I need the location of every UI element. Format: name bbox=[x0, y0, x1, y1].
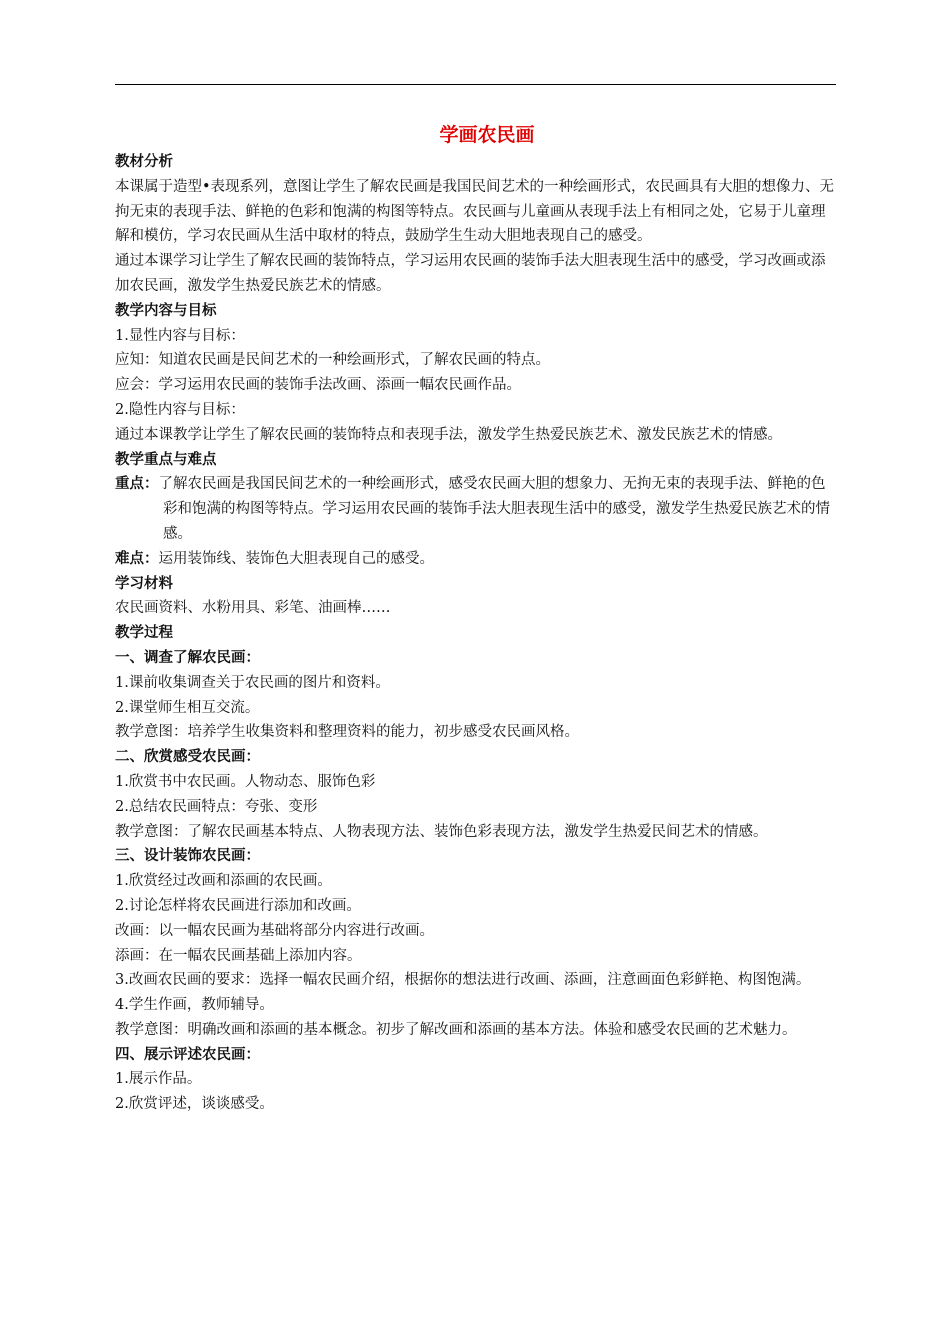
step-4-item-2: 2.欣赏评述，谈谈感受。 bbox=[115, 1096, 274, 1113]
goals-implicit-text: 通过本课教学让学生了解农民画的装饰特点和表现手法，激发学生热爱民族艺术、激发民族艺术的情感。 bbox=[115, 426, 782, 443]
analysis-heading: 教材分析 bbox=[115, 153, 173, 170]
key-points-heading: 教学重点与难点 bbox=[115, 450, 217, 468]
step-3-item-4: 4.学生作画，教师辅导。 bbox=[115, 997, 274, 1014]
step-2-intent: 教学意图：了解农民画基本特点、人物表现方法、装饰色彩表现方法，激发学生热爱民间艺术的情感。 bbox=[115, 823, 768, 840]
goals-know: 应知：知道农民画是民间艺术的一种绘画形式，了解农民画的特点。 bbox=[115, 352, 550, 369]
difficult-point bbox=[115, 547, 839, 572]
step-3-heading: 三、设计装饰农民画： bbox=[115, 847, 260, 865]
header-rule bbox=[115, 84, 836, 85]
process-heading: 教学过程 bbox=[115, 624, 173, 642]
goals-heading: 教学内容与目标 bbox=[115, 301, 217, 319]
step-3-modify: 改画：以一幅农民画为基础将部分内容进行改画。 bbox=[115, 922, 434, 939]
step-1-item-2: 2.课堂师生相互交流。 bbox=[115, 699, 260, 716]
materials-heading: 学习材料 bbox=[115, 574, 173, 592]
step-3-intent: 教学意图：明确改画和添画的基本概念。初步了解改画和添画的基本方法。体验和感受农民画的艺术魅力。 bbox=[115, 1021, 797, 1038]
step-3-item-3: 3.改画农民画的要求：选择一幅农民画介绍，根据你的想法进行改画、添画，注意画面色彩鲜艳、构图饱满。 bbox=[115, 972, 811, 989]
difficult-point-label: 难点： bbox=[115, 549, 159, 567]
step-2-item-1: 1.欣赏书中农民画。人物动态、服饰色彩 bbox=[115, 773, 376, 790]
step-3-item-2: 2.讨论怎样将农民画进行添加和改画。 bbox=[115, 897, 361, 914]
step-3-item-1: 1.欣赏经过改画和添画的农民画。 bbox=[115, 873, 332, 890]
materials-text: 农民画资料、水粉用具、彩笔、油画棒…… bbox=[115, 600, 391, 617]
step-4-heading: 四、展示评述农民画： bbox=[115, 1045, 260, 1063]
analysis-paragraph-1: 本课属于造型•表现系列，意图让学生了解农民画是我国民间艺术的一种绘画形式，农民画具有大胆的想像力、无拘无束的表现手法、鲜艳的色彩和饱满的构图等特点。农民画与儿童画从表现手法上有相同之处，它易于儿童理解和模仿，学习农民画从生活中取材的特点，鼓励学生生动大胆地表现自己的感受。 bbox=[115, 178, 835, 245]
difficult-point-text: 运用装饰线、装饰色大胆表现自己的感受。 bbox=[158, 550, 434, 567]
goals-explicit-label: 1.显性内容与目标： bbox=[115, 327, 245, 344]
step-3-add: 添画：在一幅农民画基础上添加内容。 bbox=[115, 947, 362, 964]
step-2-item-2: 2.总结农民画特点：夸张、变形 bbox=[115, 798, 318, 815]
step-1-heading: 一、调查了解农民画： bbox=[115, 648, 260, 666]
step-1-intent: 教学意图：培养学生收集资料和整理资料的能力，初步感受农民画风格。 bbox=[115, 724, 579, 741]
document-title: 学画农民画 bbox=[439, 124, 535, 146]
step-4-item-1: 1.展示作品。 bbox=[115, 1071, 202, 1088]
step-1-item-1: 1.课前收集调查关于农民画的图片和资料。 bbox=[115, 674, 390, 691]
document-body bbox=[115, 120, 839, 1117]
goals-can: 应会：学习运用农民画的装饰手法改画、添画一幅农民画作品。 bbox=[115, 377, 521, 394]
key-point-text: 了解农民画是我国民间艺术的一种绘画形式，感受农民画大胆的想象力、无拘无束的表现手法、鲜艳的色彩和饱满的构图等特点。学习运用农民画的装饰手法大胆表现生活中的感受，激发学生热爱民族艺术的情感。 bbox=[158, 476, 830, 542]
key-point-label: 重点： bbox=[115, 475, 159, 493]
goals-implicit-label: 2.隐性内容与目标： bbox=[115, 401, 245, 418]
step-2-heading: 二、欣赏感受农民画： bbox=[115, 748, 260, 766]
analysis-paragraph-2: 通过本课学习让学生了解农民画的装饰特点，学习运用农民画的装饰手法大胆表现生活中的感受，学习改画或添加农民画，激发学生热爱民族艺术的情感。 bbox=[115, 253, 826, 294]
key-point bbox=[115, 472, 839, 546]
